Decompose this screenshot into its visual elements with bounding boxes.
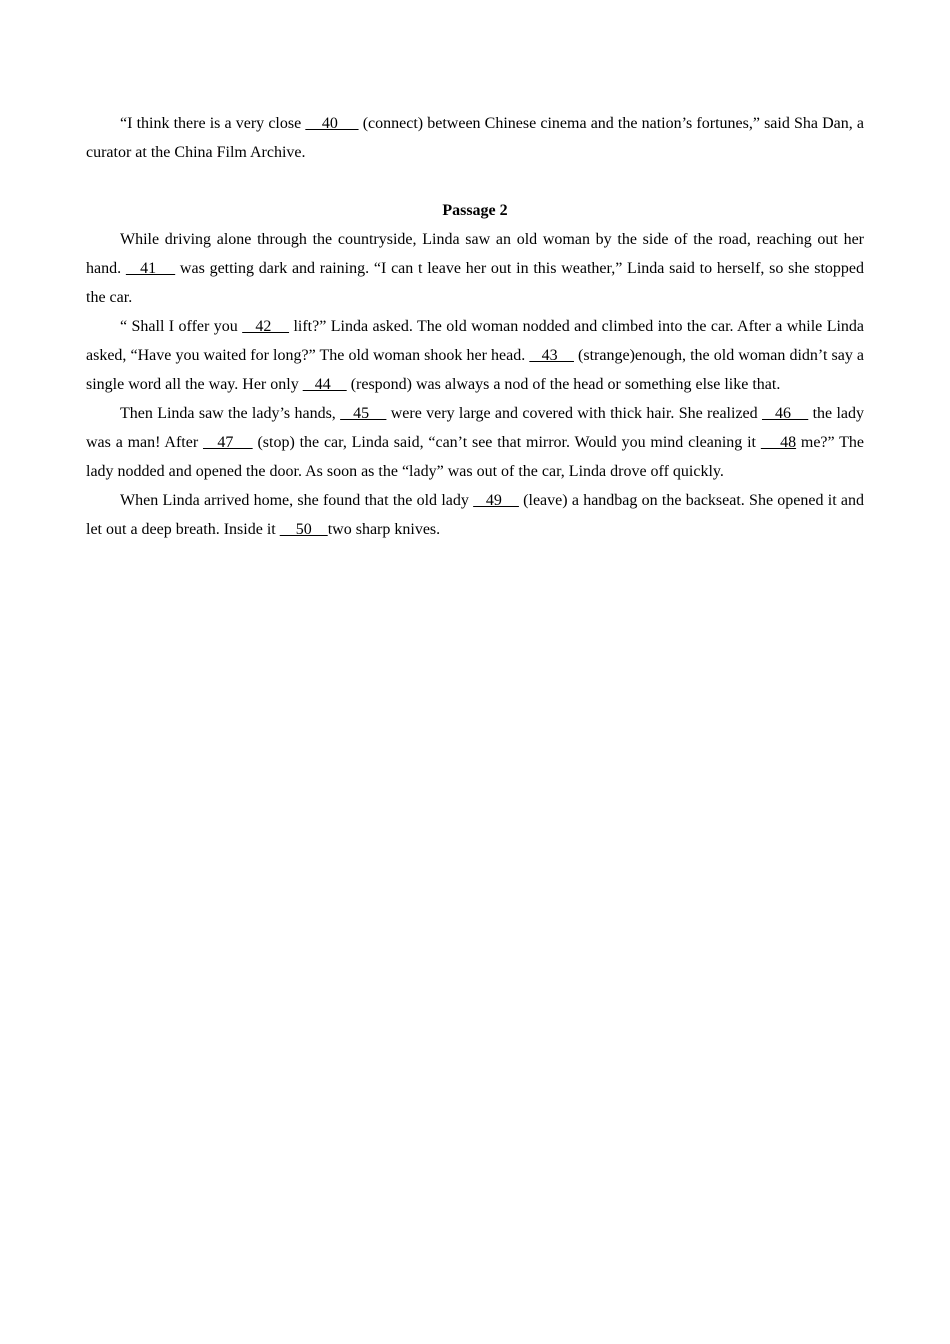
p4-text-1: When Linda arrived home, she found that the old lady (120, 492, 474, 509)
p2-text-3: (strange)enough, the old woman didn’t say a single word all the way. Her only (86, 347, 865, 393)
blank-40: 40 (305, 115, 359, 132)
p2-text-2: lift?” Linda asked. The old woman nodded and climbed into the car. After a while Linda asked, “Have you waited for long?” The old woman shook her head. (86, 318, 865, 364)
p3-text-3: the lady was a man! After (86, 405, 865, 451)
p4-text-2: (leave) a handbag on the backseat. She opened it and let out a deep breath. Inside it (86, 492, 865, 538)
p3-text-1: Then Linda saw the lady’s hands, (120, 405, 341, 422)
p3-text-5: me?” The lady nodded and opened the door. As soon as the “lady” was out of the car, Linda drove off quickly. (86, 434, 865, 480)
blank-48: 48 (760, 434, 797, 451)
p4-text-3: two sharp knives. (327, 521, 441, 538)
blank-50: 50 (279, 521, 328, 538)
blank-46: 46 (761, 405, 809, 422)
section-spacer (86, 167, 864, 196)
p2-text-4: (respond) was always a nod of the head or something else like that. (346, 376, 781, 393)
passage-paragraph-2 (86, 312, 864, 399)
blank-44: 44 (302, 376, 347, 393)
passage-paragraph-3 (86, 399, 864, 486)
blank-49: 49 (473, 492, 519, 509)
blank-45: 45 (340, 405, 387, 422)
blank-43: 43 (529, 347, 574, 364)
passage-paragraph-1 (86, 225, 864, 312)
intro-text-1: “I think there is a very close (120, 115, 306, 132)
intro-paragraph (86, 109, 864, 167)
blank-42: 42 (242, 318, 290, 335)
p3-text-4: (stop) the car, Linda said, “can’t see that mirror. Would you mind cleaning it (252, 434, 761, 451)
blank-47: 47 (202, 434, 253, 451)
p1-text-2: was getting dark and raining. “I can t leave her out in this weather,” Linda said to herself, so she stopped the car. (86, 260, 864, 306)
document-page (86, 109, 864, 544)
p1-text-1: While driving alone through the countryside, Linda saw an old woman by the side of the road, reaching out her hand. (86, 231, 864, 277)
passage-title: Passage 2 (442, 202, 508, 219)
p2-text-1: “ Shall I offer you (120, 318, 243, 335)
p3-text-2: were very large and covered with thick hair. She realized (386, 405, 762, 422)
blank-41: 41 (125, 260, 176, 277)
passage-paragraph-4 (86, 486, 864, 544)
intro-text-2: (connect) between Chinese cinema and the nation’s fortunes,” said Sha Dan, a curator at the China Film Archive. (86, 115, 865, 161)
